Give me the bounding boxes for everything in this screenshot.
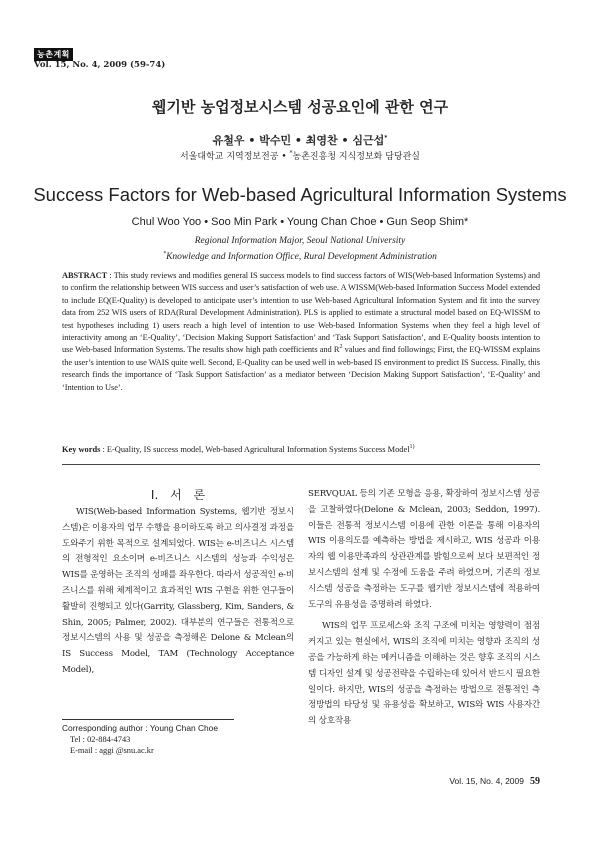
- abstract-text-2: values and find followings; First, the EQ-WISSM explains the user’s intention to use WAIS quite well. Second, E-Quality can be used well in web-based IS environment to predict IS Success. Finally, this research finds the importance of ‘Task Support Satisfaction’ as a mediator between ‘Decision Making Support Satisfaction’, ‘E-Quality’ and ‘Intention to Use’.: [62, 345, 541, 392]
- korean-affiliation-b: 농촌진흥청 지식정보화 담당관실: [292, 152, 420, 162]
- journal-badge: 농촌계획: [34, 48, 73, 61]
- korean-author-names: 유철우 • 박수민 • 최영찬 • 심근섭: [212, 134, 385, 147]
- english-title: Success Factors for Web-based Agricultural Information Systems: [33, 184, 567, 205]
- korean-affiliation: [0, 149, 600, 162]
- korean-title: 웹기반 농업정보시스템 성공요인에 관한 연구: [151, 98, 449, 116]
- correspondence-rule: [62, 719, 234, 720]
- correspondence-tel: Tel : 02-884-4743: [70, 735, 131, 744]
- section-heading: [62, 486, 294, 503]
- abstract-sup: 2: [339, 344, 343, 351]
- korean-affiliation-mark: *: [289, 150, 293, 157]
- english-affiliation-2-text: Knowledge and Information Office, Rural Development Administration: [166, 252, 437, 262]
- english-affiliation-1: Regional Information Major, Seoul National University: [194, 236, 406, 246]
- abstract-label: ABSTRACT: [62, 271, 108, 280]
- left-paragraph: WIS(Web-based Information Systems, 웹기반 정보시스템)은 이용자의 업무 수행을 용이하도록 하고 의사결정 과정을 도와주기 위한 목적으로 설계되었다. WIS는 e-비즈니스 시스템의 전형적인 요소이며 e-비즈니스 시스템의 성능과 수익성은 WIS를 운영하는 조직의 성패를 좌우한다. 따라서 성공적인 e-비즈니스를 위해 체계적이고 효과적인 WIS 구현을 위한 연구들이 활발히 진행되고 있다(Garrity, Glassberg, Kim, Sanders, & Shin, 2005; Palmer, 2002). 대부분의 연구들은 전통적으로 정보시스템의 사용 및 성공을 측정해온 Delone & Mclean의 IS Success Model, TAM (Technology Acceptance Model),: [62, 507, 294, 675]
- keywords-sup: 1): [409, 444, 415, 451]
- english-affiliation-2: [0, 252, 600, 262]
- abstract-text: : This study reviews and modifies general IS success models to find success factors of WIS(Web-based Information Systems) and to confirm the relationship between WIS success and user’s satisfaction of web use. A WISSM(Web-based Information Success Model extended to include EQ(E-Quality) is developed to anticipate user’s intention to use Web-based Agricultural Information System and fit into the survey data from 252 WIS users of RDA(Rural Development Administration). PLS is applied to estimate a structural model based on EQ-WISSM to test hypotheses including 1) users reach a high level of intention to use Web-based Information Systems when they feel a high level of interactivity among an ‘E-Quality’, ‘Decision Making Support Satisfaction’ and ‘Task Support Satisfaction’, and E-Quality boosts intention to use Web-based Information Systems. The results show high path coefficients and R: [62, 271, 540, 355]
- footer-issue: Vol. 15, No. 4, 2009: [449, 776, 524, 786]
- volume-line: Vol. 15, No. 4, 2009 (59-74): [34, 60, 166, 70]
- section-title: 서 론: [170, 488, 206, 502]
- section-number: I.: [150, 488, 159, 502]
- correspondence-author: Corresponding author : Young Chan Choe: [62, 723, 218, 733]
- korean-author-mark: *: [384, 134, 388, 142]
- korean-affiliation-a: 서울대학교 지역정보전공 •: [180, 152, 287, 162]
- right-paragraph-1: SERVQUAL 등의 기존 모형을 응용, 확장하여 정보시스템 성공을 고찰하였다(Delone & Mclean, 2003; Seddon, 1997). 이들은 전통적 정보시스템 이용에 관한 이론을 통해 이용자의 WIS 이용의도를 예측하는 방법을 제시하고, WIS 성공과 이용자의 웹 이용만족과의 상관관계를 밝힘으로써 보다 보편적인 정보시스템의 설계 및 수정에 도움을 주려 하였으며, 기존의 정보시스템 성공을 측정하는 도구를 웹기반 정보시스템에 적용하여 도구의 유용성을 증명하려 하였다.: [308, 489, 540, 610]
- korean-authors: [0, 132, 600, 148]
- page-number: 59: [530, 776, 540, 787]
- keywords-divider: [62, 464, 540, 465]
- page-footer: [449, 776, 540, 787]
- abstract: [62, 270, 540, 394]
- keywords-text: : E-Quality, IS success model, Web-based Agricultural Information Systems Success Model: [100, 445, 410, 454]
- correspondence-email: E-mail : aggi @snu.ac.kr: [70, 746, 154, 755]
- right-paragraph-2: WIS의 업무 프로세스와 조직 구조에 미치는 영향력이 점점 커지고 있는 현실에서, WIS의 조직에 미치는 영향과 조직의 성공을 가능하게 하는 메커니즘을 이해하는 것은 향후 조직의 시스템 디자인 설계 및 성공전략을 수립하는데 있어서 반드시 필요한 일이다. 하지만, WIS의 성공을 측정하는 방법으로 전통적인 측정방법의 타당성 및 유용성을 확보하고, WIS와 WIS 사용자간의 상호작용: [308, 621, 540, 727]
- keywords-label: Key words: [62, 445, 101, 454]
- keywords: [62, 445, 540, 454]
- correspondence-block: [62, 723, 218, 756]
- english-authors: Chul Woo Yoo • Soo Min Park • Young Chan Choe • Gun Seop Shim*: [131, 216, 469, 228]
- english-affiliation-2-mark: *: [163, 250, 167, 257]
- left-column: [62, 505, 294, 679]
- right-column: [308, 487, 540, 730]
